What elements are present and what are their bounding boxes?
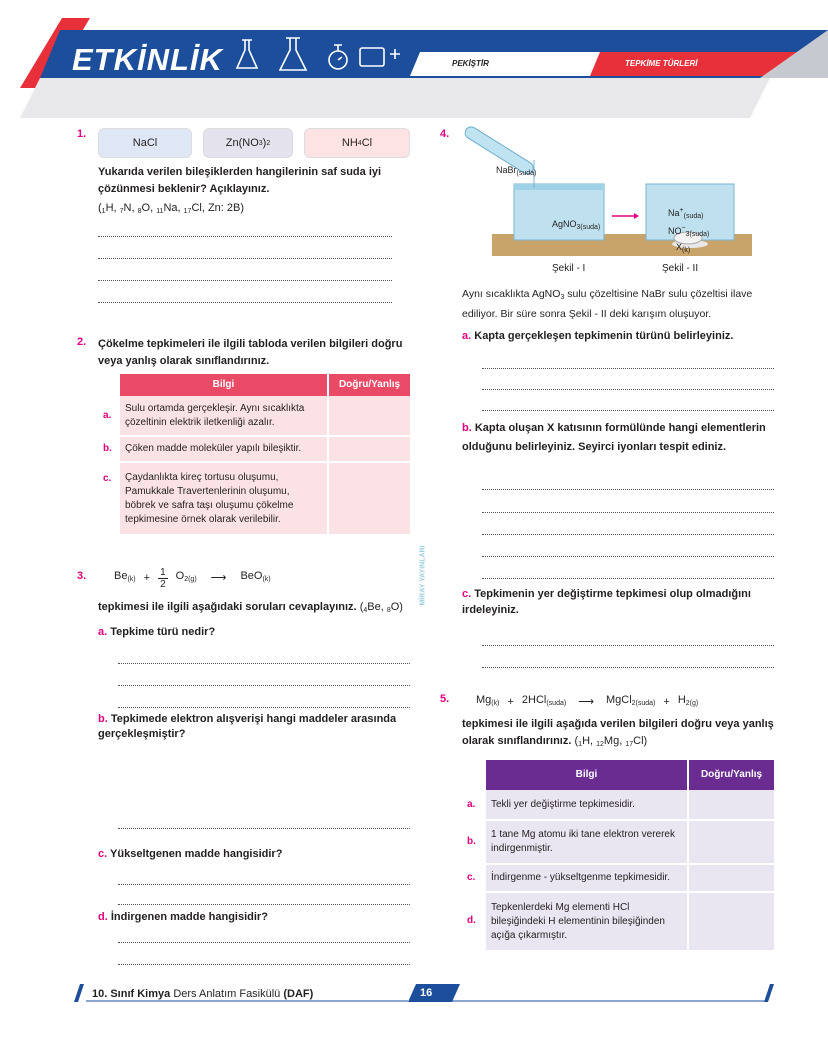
label-ions: $Na^+_{(suda)}$ $NO^-_{3(suda)}$ $X_{(k)}$ — [668, 207, 710, 254]
q3-text: tepkimesi ile ilgili aşağıdaki soruları cevaplayınız. ($_4Be$, $_8$O) — [98, 601, 403, 614]
row-letter: c. — [103, 473, 112, 484]
q5-answer-d[interactable] — [688, 892, 774, 950]
page-title: ETKİNLİK — [72, 42, 223, 77]
answer-line[interactable] — [482, 368, 774, 369]
answer-line[interactable] — [482, 489, 774, 490]
q5-text: tepkimesi ile ilgili aşağıda verilen bilgileri doğru veya yanlış olarak sınıflandırınız. ($_1H$, $_{12}$Mg, $_{17}$Cl) — [462, 718, 774, 748]
q5-answer-a[interactable] — [688, 790, 774, 820]
q5-answer-c[interactable] — [688, 864, 774, 892]
answer-line[interactable] — [118, 904, 410, 905]
row-letter: a. — [103, 410, 112, 421]
q1-text: Yukarıda verilen bileşiklerden hangilerinin saf suda iyi çözünmesi beklenir? Açıklayınız. — [98, 166, 382, 195]
q2-answer-a[interactable] — [328, 396, 410, 436]
q5-row-d: Tepkenlerdeki Mg elementi HCl bileşiğindeki H elementinin bileşiğinden açığa çıkarmıştır. — [486, 892, 688, 950]
answer-line[interactable] — [118, 707, 410, 708]
figure-label-2: Şekil - II — [662, 263, 699, 274]
answer-line[interactable] — [98, 258, 392, 259]
q1-atoms: ($_1H$, $_7$N, $_8$O, $_{11}$Na, $_{17}$Cl, Zn: 2B) — [98, 202, 245, 215]
label-agno3: AgNO$_{3(suda)}$ — [552, 219, 601, 231]
q2-row-b: Çöken madde moleküler yapılı bileşiktir. — [120, 436, 328, 462]
q2-table — [98, 374, 410, 534]
q3d: d. İndirgenen madde hangisidir? — [98, 911, 268, 923]
q5-equation: $Mg_{(k)}$ + 2HCl$_{(suda)}$ ⟶ MgCl$_{2(suda)}$ + $H_{2(g)}$ — [476, 694, 699, 708]
q5-row-a: Tekli yer değiştirme tepkimesidir. — [486, 790, 688, 820]
q4a: a. Kapta gerçekleşen tepkimenin türünü belirleyiniz. — [462, 330, 734, 342]
row-letter: b. — [103, 443, 112, 454]
figure-label-1: Şekil - I — [552, 263, 586, 274]
answer-line[interactable] — [118, 942, 410, 943]
answer-line[interactable] — [118, 685, 410, 686]
row-letter: d. — [467, 915, 476, 926]
row-letter: a. — [467, 799, 476, 810]
page-number: 16 — [420, 987, 433, 999]
q5-header-info: Bilgi — [486, 760, 688, 790]
q4b: b. Kapta oluşan X katısının formülünde hangi elementlerin olduğunu belirleyiniz. Seyirci iyonları tespit ediniz. — [462, 422, 766, 453]
chip-nh4cl: NH 4 Cl — [304, 128, 410, 158]
footer-book: 10. Sınıf Kimya Ders Anlatım Fasikülü (DAF) — [92, 988, 314, 1000]
q5-header-tf: Doğru/Yanlış — [688, 760, 774, 790]
answer-line[interactable] — [482, 645, 774, 646]
experiment-figure — [462, 126, 782, 278]
q5-table — [462, 760, 774, 950]
q3a: a. Tepkime türü nedir? — [98, 626, 216, 638]
answer-line[interactable] — [482, 512, 774, 513]
side-label: MİRAY YAYINLARI — [419, 544, 427, 606]
answer-line[interactable] — [118, 663, 410, 664]
q4-number: 4. — [440, 128, 450, 140]
answer-line[interactable] — [118, 964, 410, 965]
q2-number: 2. — [77, 336, 87, 348]
q2-header-tf: Doğru/Yanlış — [328, 374, 410, 396]
answer-line[interactable] — [482, 389, 774, 390]
q1-number: 1. — [77, 128, 87, 140]
answer-line[interactable] — [98, 280, 392, 281]
q5-row-b: 1 tane Mg atomu iki tane elektron vererek indirgenmiştir. — [486, 820, 688, 864]
label-nabr: NaBr$_{(suda)}$ — [496, 165, 537, 177]
answer-line[interactable] — [482, 534, 774, 535]
answer-line[interactable] — [118, 828, 410, 829]
answer-line[interactable] — [98, 236, 392, 237]
q3-equation: $Be_{(k)}$ + $\frac{1}{2}$ $O_{2(g)}$ ⟶ BeO$_{(k)}$ — [114, 566, 271, 590]
q3-number: 3. — [77, 570, 87, 582]
chip-nacl: NaCl — [98, 128, 192, 158]
answer-line[interactable] — [482, 578, 774, 579]
answer-line[interactable] — [482, 556, 774, 557]
lab-icons — [220, 34, 410, 74]
chip-zn-nitrate: Zn(NO 3 ) 2 — [203, 128, 293, 158]
answer-line[interactable] — [482, 410, 774, 411]
q4-intro: Aynı sıcaklıkta AgNO$_3$ sulu çözeltisine NaBr sulu çözeltisi ilave ediliyor. Bir süre sonra Şekil - II deki karışım oluşuyor. — [462, 288, 753, 320]
answer-line[interactable] — [118, 884, 410, 885]
q2-answer-c[interactable] — [328, 462, 410, 534]
row-letter: c. — [467, 872, 476, 883]
answer-line[interactable] — [482, 667, 774, 668]
tag-topic: TEPKİME TÜRLERİ — [625, 59, 698, 68]
q2-row-c: Çaydanlıkta kireç tortusu oluşumu, Pamukkale Travertenlerinin oluşumu, böbrek ve safra taşı oluşumu çökelme tepkimesine örnek olarak verilebilir. — [120, 462, 328, 534]
q5-answer-b[interactable] — [688, 820, 774, 864]
answer-line[interactable] — [98, 302, 392, 303]
q3b: b. Tepkimede elektron alışverişi hangi maddeler arasında gerçekleşmiştir? — [98, 713, 397, 740]
q5-number: 5. — [440, 693, 450, 705]
q2-text: Çökelme tepkimeleri ile ilgili tabloda verilen bilgileri doğru veya yanlış olarak sınıflandırınız. — [98, 338, 403, 367]
q2-answer-b[interactable] — [328, 436, 410, 462]
q4c: c. Tepkimenin yer değiştirme tepkimesi olup olmadığını irdeleyiniz. — [462, 588, 751, 616]
tag-pekistir: PEKİŞTİR — [452, 59, 489, 68]
q2-row-a: Sulu ortamda gerçekleşir. Aynı sıcaklıkta çözeltinin elektrik iletkenliği azalır. — [120, 396, 328, 436]
row-letter: b. — [467, 836, 476, 847]
q2-header-info: Bilgi — [120, 374, 328, 396]
q5-row-c: İndirgenme - yükseltgenme tepkimesidir. — [486, 864, 688, 892]
q3c: c. Yükseltgenen madde hangisidir? — [98, 848, 283, 860]
